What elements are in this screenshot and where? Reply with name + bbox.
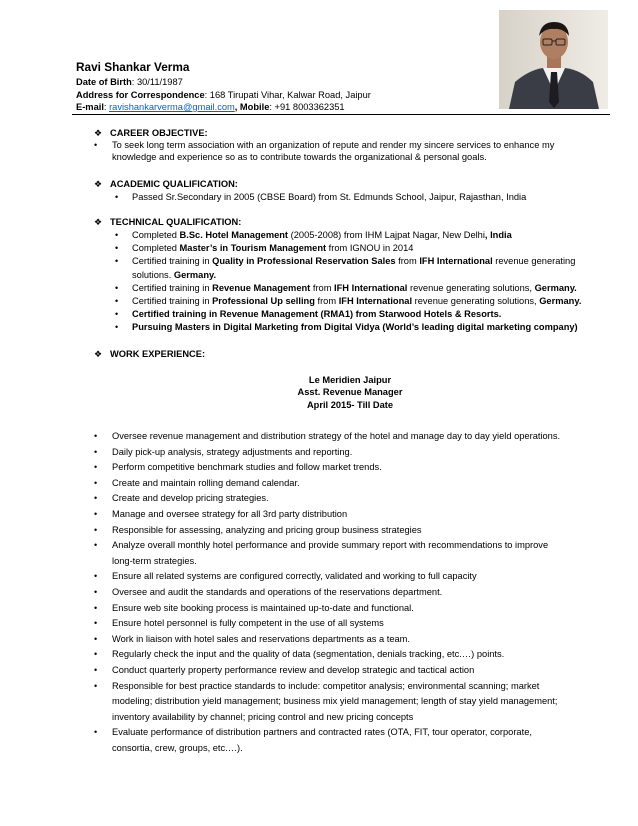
bullet-icon: • (94, 602, 98, 613)
duty-text: Manage and oversee strategy for all 3rd party distribution (112, 508, 348, 519)
job-period: April 2015- Till Date (306, 399, 394, 410)
dob-line (76, 76, 183, 88)
address-value: : 168 Tirupati Vihar, Kalwar Road, Jaipur (204, 90, 371, 100)
duty-text: Ensure all related systems are configured correctly, validated and working to full capacity (112, 571, 477, 582)
career-text-2: knowledge and experience so as to contribute towards the organizational & personal goals. (112, 152, 487, 163)
text: Certified training in (132, 295, 213, 306)
section-career-objective (94, 127, 208, 139)
text: Completed (132, 243, 180, 254)
career-list (94, 139, 604, 164)
job-role: Asst. Revenue Manager (297, 387, 403, 398)
duty-text: Regularly check the input and the quality of data (segmentation, denials tracking, etc.…) points. (112, 649, 505, 660)
course: Pursuing Masters in Digital Marketing from Digital Vidya (World’s leading digital marketing company) (132, 322, 578, 333)
duty-text: Responsible for best practice standards to include: competitor analysis; environmental scanning; market (112, 680, 540, 691)
course: Professional Up selling (212, 295, 315, 306)
bullet-icon: • (115, 309, 119, 320)
duty-item (94, 429, 614, 445)
list-item (115, 321, 605, 334)
degree: Master’s in Tourism Management (179, 243, 327, 254)
work-title: WORK EXPERIENCE: (110, 349, 206, 359)
bullet-icon: • (94, 664, 98, 675)
section-academic (94, 178, 238, 190)
text: from (314, 295, 339, 306)
candidate-name: Ravi Shankar Verma (76, 60, 190, 74)
job-heading (200, 374, 500, 411)
header-divider (72, 114, 610, 115)
duty-item (94, 601, 614, 617)
list-item (94, 139, 604, 164)
bullet-icon: • (94, 493, 98, 504)
academic-list (115, 191, 605, 203)
duty-item (94, 647, 614, 663)
duty-item (94, 632, 614, 648)
contact-line (76, 101, 345, 113)
list-item (115, 255, 605, 281)
duty-item (94, 491, 614, 507)
list-item (115, 282, 605, 295)
duty-text: modeling; distribution yield management; business mix yield management; length of stay yield management; (112, 696, 558, 707)
duty-text: Analyze overall monthly hotel performance and provide summary report with recommendations to improve (112, 540, 549, 551)
career-text-1: To seek long term association with an organization of repute and render my sincere services to enhance my (112, 140, 555, 150)
duty-item (94, 445, 614, 461)
bullet-icon: • (115, 243, 119, 254)
duty-text: Create and develop pricing strategies. (112, 493, 269, 504)
dob-value: : 30/11/1987 (131, 77, 183, 87)
duty-item (94, 616, 614, 632)
diamond-bullet-icon: ❖ (94, 128, 103, 138)
section-technical (94, 216, 241, 228)
duty-text: Oversee and audit the standards and operations of the reservations department. (112, 586, 443, 597)
bullet-icon: • (115, 192, 119, 202)
duty-item (94, 679, 614, 695)
bullet-icon: • (94, 508, 98, 519)
text: revenue generating solutions, (412, 295, 540, 306)
bullet-icon: • (94, 649, 98, 660)
text: from IGNOU in 2014 (326, 243, 414, 254)
bullet-icon: • (94, 618, 98, 629)
duty-continuation (94, 710, 614, 726)
duty-item (94, 523, 614, 539)
duty-text: Responsible for assessing, analyzing and pricing group business strategies (112, 524, 422, 535)
technical-list (115, 229, 605, 335)
mobile-value: : +91 8003362351 (269, 102, 345, 112)
bullet-icon: • (94, 462, 98, 473)
bullet-icon: • (94, 727, 98, 738)
profile-photo (499, 10, 608, 109)
duty-text: Perform competitive benchmark studies and follow market trends. (112, 462, 382, 473)
bullet-icon: • (115, 282, 119, 293)
course: Certified training in Revenue Management (RMA1) from Starwood Hotels & Resorts. (132, 309, 502, 320)
text: Certified training in (132, 256, 213, 267)
bullet-icon: • (94, 431, 98, 441)
duty-text: Daily pick-up analysis, strategy adjustments and reporting. (112, 446, 353, 457)
bullet-icon: • (94, 633, 98, 644)
duty-item (94, 585, 614, 601)
duty-continuation (94, 554, 614, 570)
bullet-icon: • (94, 140, 98, 150)
country: Germany. (173, 269, 217, 280)
diamond-bullet-icon: ❖ (94, 217, 103, 227)
diamond-bullet-icon: ❖ (94, 179, 103, 189)
degree: B.Sc. Hotel Management (179, 230, 289, 240)
diamond-bullet-icon: ❖ (94, 349, 103, 359)
address-line (76, 89, 371, 101)
academic-item: Passed Sr.Secondary in 2005 (CBSE Board) from St. Edmunds School, Jaipur, Rajasthan, India (132, 192, 527, 202)
bullet-icon: • (94, 540, 98, 551)
duty-text: Create and maintain rolling demand calendar. (112, 477, 300, 488)
duty-item (94, 725, 614, 741)
institute: IFH International (419, 256, 493, 267)
email-separator: : (103, 102, 110, 112)
duty-text: Conduct quarterly property performance review and develop strategic and tactical action (112, 664, 475, 675)
section-work-experience (94, 348, 205, 360)
duties-list (94, 429, 614, 756)
text: revenue generating (492, 256, 576, 267)
academic-title: ACADEMIC QUALIFICATION: (110, 179, 238, 189)
technical-title: TECHNICAL QUALIFICATION: (110, 217, 242, 227)
bullet-icon: • (94, 586, 98, 597)
country: Germany. (534, 282, 577, 293)
address-label: Address for Correspondence (76, 90, 205, 100)
duty-item (94, 663, 614, 679)
duty-text: long-term strategies. (112, 555, 197, 566)
list-item (115, 308, 605, 321)
bullet-icon: • (115, 230, 119, 240)
institute: IFH International (334, 282, 408, 293)
text: from (395, 256, 420, 267)
dob-label: Date of Birth (76, 77, 132, 87)
duty-continuation (94, 741, 614, 757)
text: revenue generating solutions, (407, 282, 535, 293)
duty-item (94, 507, 614, 523)
list-item (115, 229, 605, 242)
list-item (115, 191, 605, 203)
bullet-icon: • (94, 446, 98, 457)
company-name: Le Meridien Jaipur (308, 375, 392, 385)
mobile-label: , Mobile (234, 102, 270, 112)
text: solutions. (132, 269, 174, 280)
email-link[interactable]: ravishankarverma@gmail.com (109, 102, 235, 112)
duty-text: consortia, crew, groups, etc.…). (112, 742, 243, 753)
duty-item (94, 476, 614, 492)
text: (2005-2008) from IHM Lajpat Nagar, New Delhi (288, 230, 485, 240)
duty-text: Oversee revenue management and distribution strategy of the hotel and manage day to day yield operations. (112, 431, 561, 441)
bullet-icon: • (94, 477, 98, 488)
institute: IFH International (338, 295, 413, 306)
text: from (310, 282, 335, 293)
country: Germany. (539, 295, 582, 306)
bullet-icon: • (94, 680, 98, 691)
email-label: E-mail (76, 102, 104, 112)
course: Quality in Professional Reservation Sales (212, 256, 396, 267)
duty-item (94, 460, 614, 476)
duty-text: Work in liaison with hotel sales and reservations departments as a team. (112, 633, 410, 644)
bullet-icon: • (115, 256, 119, 267)
bullet-icon: • (115, 322, 119, 333)
course: Revenue Management (212, 282, 311, 293)
bullet-icon: • (115, 295, 119, 306)
duty-text: Ensure hotel personnel is fully competent in the use of all systems (112, 618, 384, 629)
duty-item (94, 569, 614, 585)
career-title: CAREER OBJECTIVE: (110, 128, 208, 138)
duty-text: Evaluate performance of distribution partners and contracted rates (OTA, FIT, tour operator, corporate, (112, 727, 532, 738)
list-item (115, 295, 605, 308)
text: Completed (132, 230, 180, 240)
country: , India (484, 230, 512, 240)
bullet-icon: • (94, 524, 98, 535)
text: Certified training in (132, 282, 213, 293)
bullet-icon: • (94, 571, 98, 582)
duty-text: Ensure web site booking process is maintained up-to-date and functional. (112, 602, 414, 613)
list-item (115, 242, 605, 255)
duty-item (94, 538, 614, 554)
duty-continuation (94, 694, 614, 710)
duty-text: inventory availability by channel; pricing control and new pricing concepts (112, 711, 414, 722)
